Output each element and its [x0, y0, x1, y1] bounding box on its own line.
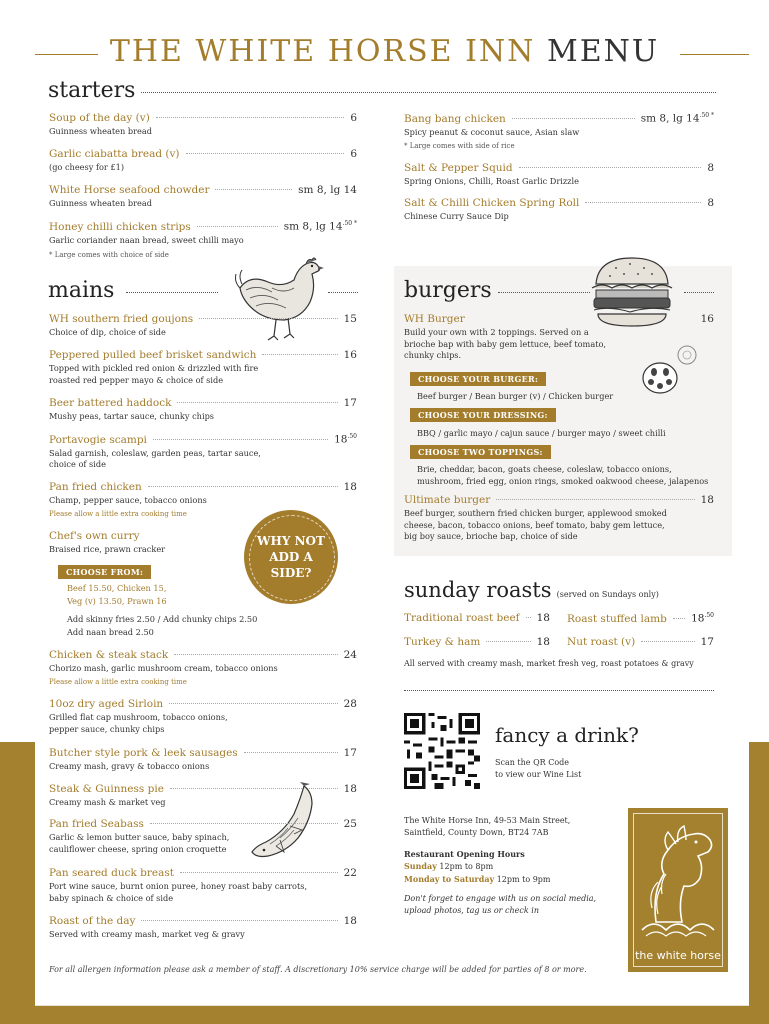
item-description: Salad garnish, coleslaw, garden peas, tartar sauce, choice of side [49, 447, 261, 469]
item-price: 17 [343, 747, 357, 759]
topping-options: Brie, cheddar, bacon, goats cheese, coleslaw, tobacco onions, mushroom, fried egg, onion rings, smoked oakwood cheese, jalapenos [417, 464, 709, 486]
item-name: Salt & Pepper Squid [404, 162, 513, 174]
item-price: $18^{.50}$ [691, 612, 714, 625]
horse-head-icon [638, 822, 718, 940]
roast-item [404, 612, 550, 624]
item-price: sm 8, $\lg 14^{.50 *}$ [640, 112, 714, 125]
menu-item [49, 915, 357, 941]
menu-item [404, 112, 714, 138]
item-price: 15 [343, 313, 357, 325]
menu-item [49, 530, 239, 556]
menu-item [49, 313, 357, 339]
item-price: 18 [700, 494, 714, 506]
qr-instructions [495, 757, 581, 781]
item-name: Roast stuffed lamb [567, 612, 667, 625]
wine-list-qr-code[interactable] [404, 713, 480, 789]
item-name: Bang bang chicken [404, 112, 506, 125]
item-price: 18 [343, 481, 357, 493]
mains-heading: mains [48, 278, 120, 303]
burger-options: Beef burger / Bean burger (v) / Chicken burger [417, 391, 614, 401]
item-price: 18 [343, 915, 357, 927]
item-description: Chorizo mash, garlic mushroom cream, tobacco onions [49, 663, 278, 673]
sunday-roasts-subtitle: (served on Sundays only) [556, 590, 659, 599]
item-price: 22 [343, 867, 357, 879]
item-description: Topped with pickled red onion & drizzled with fire roasted red pepper mayo & choice of side [49, 363, 259, 385]
item-name: Peppered pulled beef brisket sandwich [49, 349, 257, 361]
social-line: Don't forget to engage with us on social media, [404, 894, 597, 903]
dressing-options: BBQ / garlic mayo / cajun sauce / burger mayo / sweet chilli [417, 428, 666, 438]
curry-option-line: Veg (v) 13.50, Prawn 16 [67, 596, 167, 606]
cooking-time-note: Please allow a little extra cooking time [49, 678, 187, 686]
item-price: 6 [350, 112, 357, 124]
menu-item [404, 494, 714, 543]
curry-options [67, 582, 167, 608]
menu-item [49, 818, 357, 855]
menu-item [49, 184, 357, 210]
curry-addon-line: Add naan bread 2.50 [67, 627, 154, 637]
item-price: 6 [350, 148, 357, 160]
opening-hours-title: Restaurant Opening Hours [404, 849, 525, 859]
sunday-divider [404, 690, 714, 691]
social-note [404, 893, 596, 917]
choose-from-tag: CHOOSE FROM: [58, 565, 151, 579]
menu-item [49, 220, 357, 246]
address-line: The White Horse Inn, 49-53 Main Street, [404, 816, 571, 825]
item-name: Beer battered haddock [49, 397, 172, 409]
hours-value: 12pm to 9pm [496, 875, 551, 884]
item-description: Garlic & lemon butter sauce, baby spinach, cauliflower cheese, spring onion croquette [49, 832, 230, 854]
item-description: Guinness wheaten bread [49, 126, 152, 136]
qr-instruction-line: to view our Wine List [495, 770, 582, 779]
menu-item [49, 747, 357, 773]
starters-heading: starters [48, 78, 141, 103]
mains-divider [126, 292, 218, 293]
menu-item [404, 162, 714, 188]
item-price: sm 8, lg 14 [298, 184, 357, 196]
item-name: WH Burger [404, 313, 465, 325]
item-name: Pan fried chicken [49, 481, 142, 493]
item-price: 8 [707, 197, 714, 209]
item-price: 18 [536, 636, 550, 648]
item-description: Spring Onions, Chilli, Roast Garlic Drizzle [404, 176, 579, 186]
social-line: upload photos, tag us or check in [404, 906, 539, 915]
drink-heading: fancy a drink? [495, 723, 639, 747]
item-name: Chicken & steak stack [49, 649, 169, 661]
item-name: Roast of the day [49, 915, 136, 927]
item-name: Steak & Guinness pie [49, 783, 164, 795]
roast-item [404, 636, 550, 648]
curry-addons [67, 613, 257, 639]
item-description: (go cheesy for £1) [49, 162, 125, 172]
item-name: Chef's own curry [49, 530, 140, 542]
item-name: White Horse seafood chowder [49, 184, 210, 196]
item-price: 17 [700, 636, 714, 648]
item-price: 18 [536, 612, 550, 624]
item-description: Port wine sauce, burnt onion puree, honey roast baby carrots, baby spinach & choice of side [49, 881, 308, 903]
menu-item [49, 349, 357, 386]
burgers-divider-end [684, 292, 714, 293]
item-description: Mushy peas, tartar sauce, chunky chips [49, 411, 215, 421]
item-description: Grilled flat cap mushroom, tobacco onions, pepper sauce, chunky chips [49, 712, 228, 734]
badge-text: WHY NOT ADD A SIDE? [257, 534, 325, 580]
sunday-roasts-note: All served with creamy mash, market fresh veg, roast potatoes & gravy [404, 659, 694, 668]
add-a-side-badge [244, 510, 338, 604]
mains-divider-end [328, 292, 358, 293]
logo-text: the white horse [635, 949, 721, 962]
burgers-divider [498, 292, 590, 293]
item-price: 16 [343, 349, 357, 361]
roast-item [567, 612, 714, 625]
curry-addon-line: Add skinny fries 2.50 / Add chunky chips 2.50 [67, 614, 258, 624]
item-name: Pan fried Seabass [49, 818, 144, 830]
qr-instruction-line: Scan the QR Code [495, 758, 569, 767]
item-price: $18^{.50}$ [334, 433, 357, 446]
item-name: WH southern fried goujons [49, 313, 194, 325]
sunday-roasts-header [404, 578, 659, 602]
item-name: Turkey & ham [404, 636, 481, 648]
item-description: Champ, pepper sauce, tobacco onions [49, 495, 207, 505]
item-description: Build your own with 2 toppings. Served on a brioche bap with baby gem lettuce, beef tomato, chunky chips. [404, 327, 607, 360]
item-price: 25 [343, 818, 357, 830]
item-name: Honey chilli chicken strips [49, 220, 191, 233]
item-name: Nut roast (v) [567, 636, 636, 648]
item-name: Soup of the day (v) [49, 112, 150, 124]
item-description: Chinese Curry Sauce Dip [404, 211, 509, 221]
title-brand: THE WHITE HORSE INN [109, 34, 536, 69]
item-description: Creamy mash & market veg [49, 797, 166, 807]
item-price: sm 8, $\lg 14^{.50 *}$ [283, 220, 357, 233]
menu-item [404, 313, 714, 362]
large-rice-note: * Large comes with side of rice [404, 142, 515, 150]
item-name: Pan seared duck breast [49, 867, 174, 879]
allergen-footer: For all allergen information please ask a member of staff. A discretionary 10% service charge will be added for parties of 8 or more. [49, 965, 587, 974]
hours-day-label: Sunday [404, 861, 437, 871]
item-description: Garlic coriander naan bread, sweet chilli mayo [49, 234, 244, 245]
item-description: Guinness wheaten bread [49, 198, 152, 208]
large-side-note: * Large comes with choice of side [49, 251, 169, 259]
item-description: Beef burger, southern fried chicken burger, applewood smoked cheese, bacon, tobacco onions, beef tomato, baby gem lettuce, big boy sauce, brioche bap, choice of side [404, 508, 667, 541]
opening-hours [404, 848, 551, 886]
hours-value: 12pm to 8pm [439, 862, 494, 871]
white-horse-logo [628, 808, 728, 972]
item-name: Garlic ciabatta bread (v) [49, 148, 180, 160]
menu-item [49, 867, 357, 904]
address-block [404, 815, 570, 839]
item-description: Served with creamy mash, market veg & gravy [49, 929, 245, 939]
item-name: Butcher style pork & leek sausages [49, 747, 238, 759]
hours-day-label: Monday to Saturday [404, 874, 495, 884]
item-price: 16 [700, 313, 714, 325]
menu-item [49, 112, 357, 138]
item-description: Braised rice, prawn cracker [49, 544, 166, 554]
item-name: Ultimate burger [404, 494, 491, 506]
page-title [98, 34, 671, 69]
choose-dressing-tag: CHOOSE YOUR DRESSING: [410, 408, 556, 422]
item-description: Creamy mash, gravy & tobacco onions [49, 761, 210, 771]
item-price: 24 [343, 649, 357, 661]
item-name: Portavogie scampi [49, 433, 147, 446]
burgers-heading: burgers [404, 278, 492, 303]
onion-slice-icon [640, 360, 680, 396]
menu-item [49, 649, 357, 675]
cooking-time-note: Please allow a little extra cooking time [49, 510, 187, 518]
roast-item [567, 636, 714, 648]
item-price: 8 [707, 162, 714, 174]
item-price: 28 [343, 698, 357, 710]
item-name: 10oz dry aged Sirloin [49, 698, 164, 710]
choose-burger-tag: CHOOSE YOUR BURGER: [410, 372, 546, 386]
menu-item [404, 197, 714, 223]
item-description: Choice of dip, choice of side [49, 327, 166, 337]
item-name: Salt & Chilli Chicken Spring Roll [404, 197, 580, 209]
address-line: Saintfield, County Down, BT24 7AB [404, 828, 549, 837]
title-menu: MENU [546, 34, 660, 69]
curry-option-line: Beef 15.50, Chicken 15, [67, 583, 167, 593]
menu-item [49, 433, 357, 471]
item-name: Traditional roast beef [404, 612, 520, 624]
menu-item [49, 481, 357, 507]
item-price: 18 [343, 783, 357, 795]
choose-toppings-tag: CHOOSE TWO TOPPINGS: [410, 445, 551, 459]
sunday-roasts-heading: sunday roasts [404, 578, 552, 602]
item-description: Spicy peanut & coconut sauce, Asian slaw [404, 126, 580, 137]
page-header [0, 34, 769, 74]
item-price: 17 [343, 397, 357, 409]
starters-divider [140, 92, 716, 93]
menu-item [49, 148, 357, 174]
menu-item [49, 397, 357, 423]
menu-item [49, 698, 357, 735]
